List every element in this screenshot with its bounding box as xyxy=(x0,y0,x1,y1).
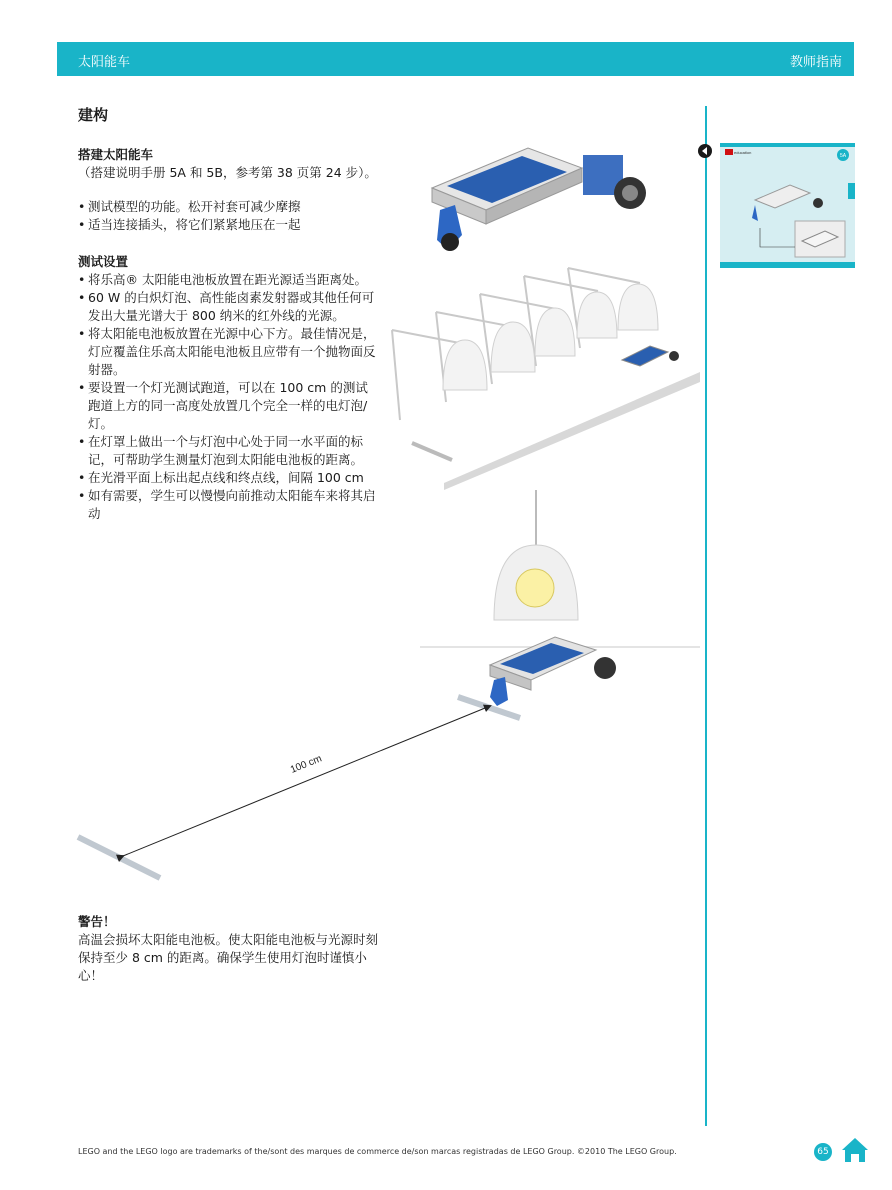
warning-heading: 警告！ xyxy=(78,914,116,929)
header-guide-label: 教师指南 xyxy=(789,55,842,70)
list-item: • 在灯罩上做出一个与灯泡中心处于同一水平面的标记，可帮助学生测量灯泡到太阳能电池板的距离。 xyxy=(78,433,378,469)
start-line-lower xyxy=(78,837,160,878)
footer-trademark: LEGO and the LEGO logo are trademarks of the/sont des marques de commerce de/son marcas registradas de LEGO Group. ©2010 The LEGO Group. xyxy=(78,1147,677,1156)
svg-text:education: education xyxy=(734,150,752,155)
list-item: • 60 W 的白炽灯泡、高性能卤素发射器或其他任何可发出大量光谱大于 800 纳米的红外线的光源。 xyxy=(78,289,378,325)
build-subtitle: （搭建说明手册 5A 和 5B，参考第 38 页第 24 步）。 xyxy=(78,165,377,180)
start-line-mark xyxy=(412,443,452,460)
list-item: • 如有需要，学生可以慢慢向前推动太阳能车来将其启动 xyxy=(78,487,378,523)
distance-arrow xyxy=(123,706,490,856)
setup-heading: 测试设置 xyxy=(78,254,129,269)
section-title: 建构 xyxy=(78,106,109,124)
list-item: • 在光滑平面上标出起点线和终点线，间隔 100 cm xyxy=(78,469,378,487)
page-number: 65 xyxy=(814,1143,832,1161)
lamp-shades xyxy=(443,284,658,390)
light-bulb xyxy=(516,569,554,607)
small-solar-car xyxy=(622,346,679,366)
warning-text: 高温会损坏太阳能电池板。使太阳能电池板与光源时刻保持至少 8 cm 的距离。确保学生使用灯泡时谨慎小心！ xyxy=(78,932,379,983)
thumbnail-badge: 5A xyxy=(839,153,847,159)
list-item: • 适当连接插头，将它们紧紧地压在一起 xyxy=(78,216,378,234)
back-arrow-icon[interactable] xyxy=(697,143,713,159)
build-heading: 搭建太阳能车 xyxy=(78,147,154,162)
distance-label: 100 cm xyxy=(289,753,324,776)
header-title: 太阳能车 xyxy=(78,55,131,70)
home-icon[interactable] xyxy=(840,1136,870,1164)
list-item: • 要设置一个灯光测试跑道，可以在 100 cm 的测试跑道上方的同一高度处放置几个完全一样的电灯泡/灯。 xyxy=(78,379,378,433)
list-item: • 测试模型的功能。松开衬套可减少摩擦 xyxy=(78,198,378,216)
instruction-thumbnail[interactable] xyxy=(720,143,855,268)
solar-car-image xyxy=(432,148,646,251)
list-item: • 将太阳能电池板放置在光源中心下方。最佳情况是，灯应覆盖住乐高太阳能电池板且应带有一个抛物面反射器。 xyxy=(78,325,378,379)
list-item: • 将乐高® 太阳能电池板放置在距光源适当距离处。 xyxy=(78,271,378,289)
